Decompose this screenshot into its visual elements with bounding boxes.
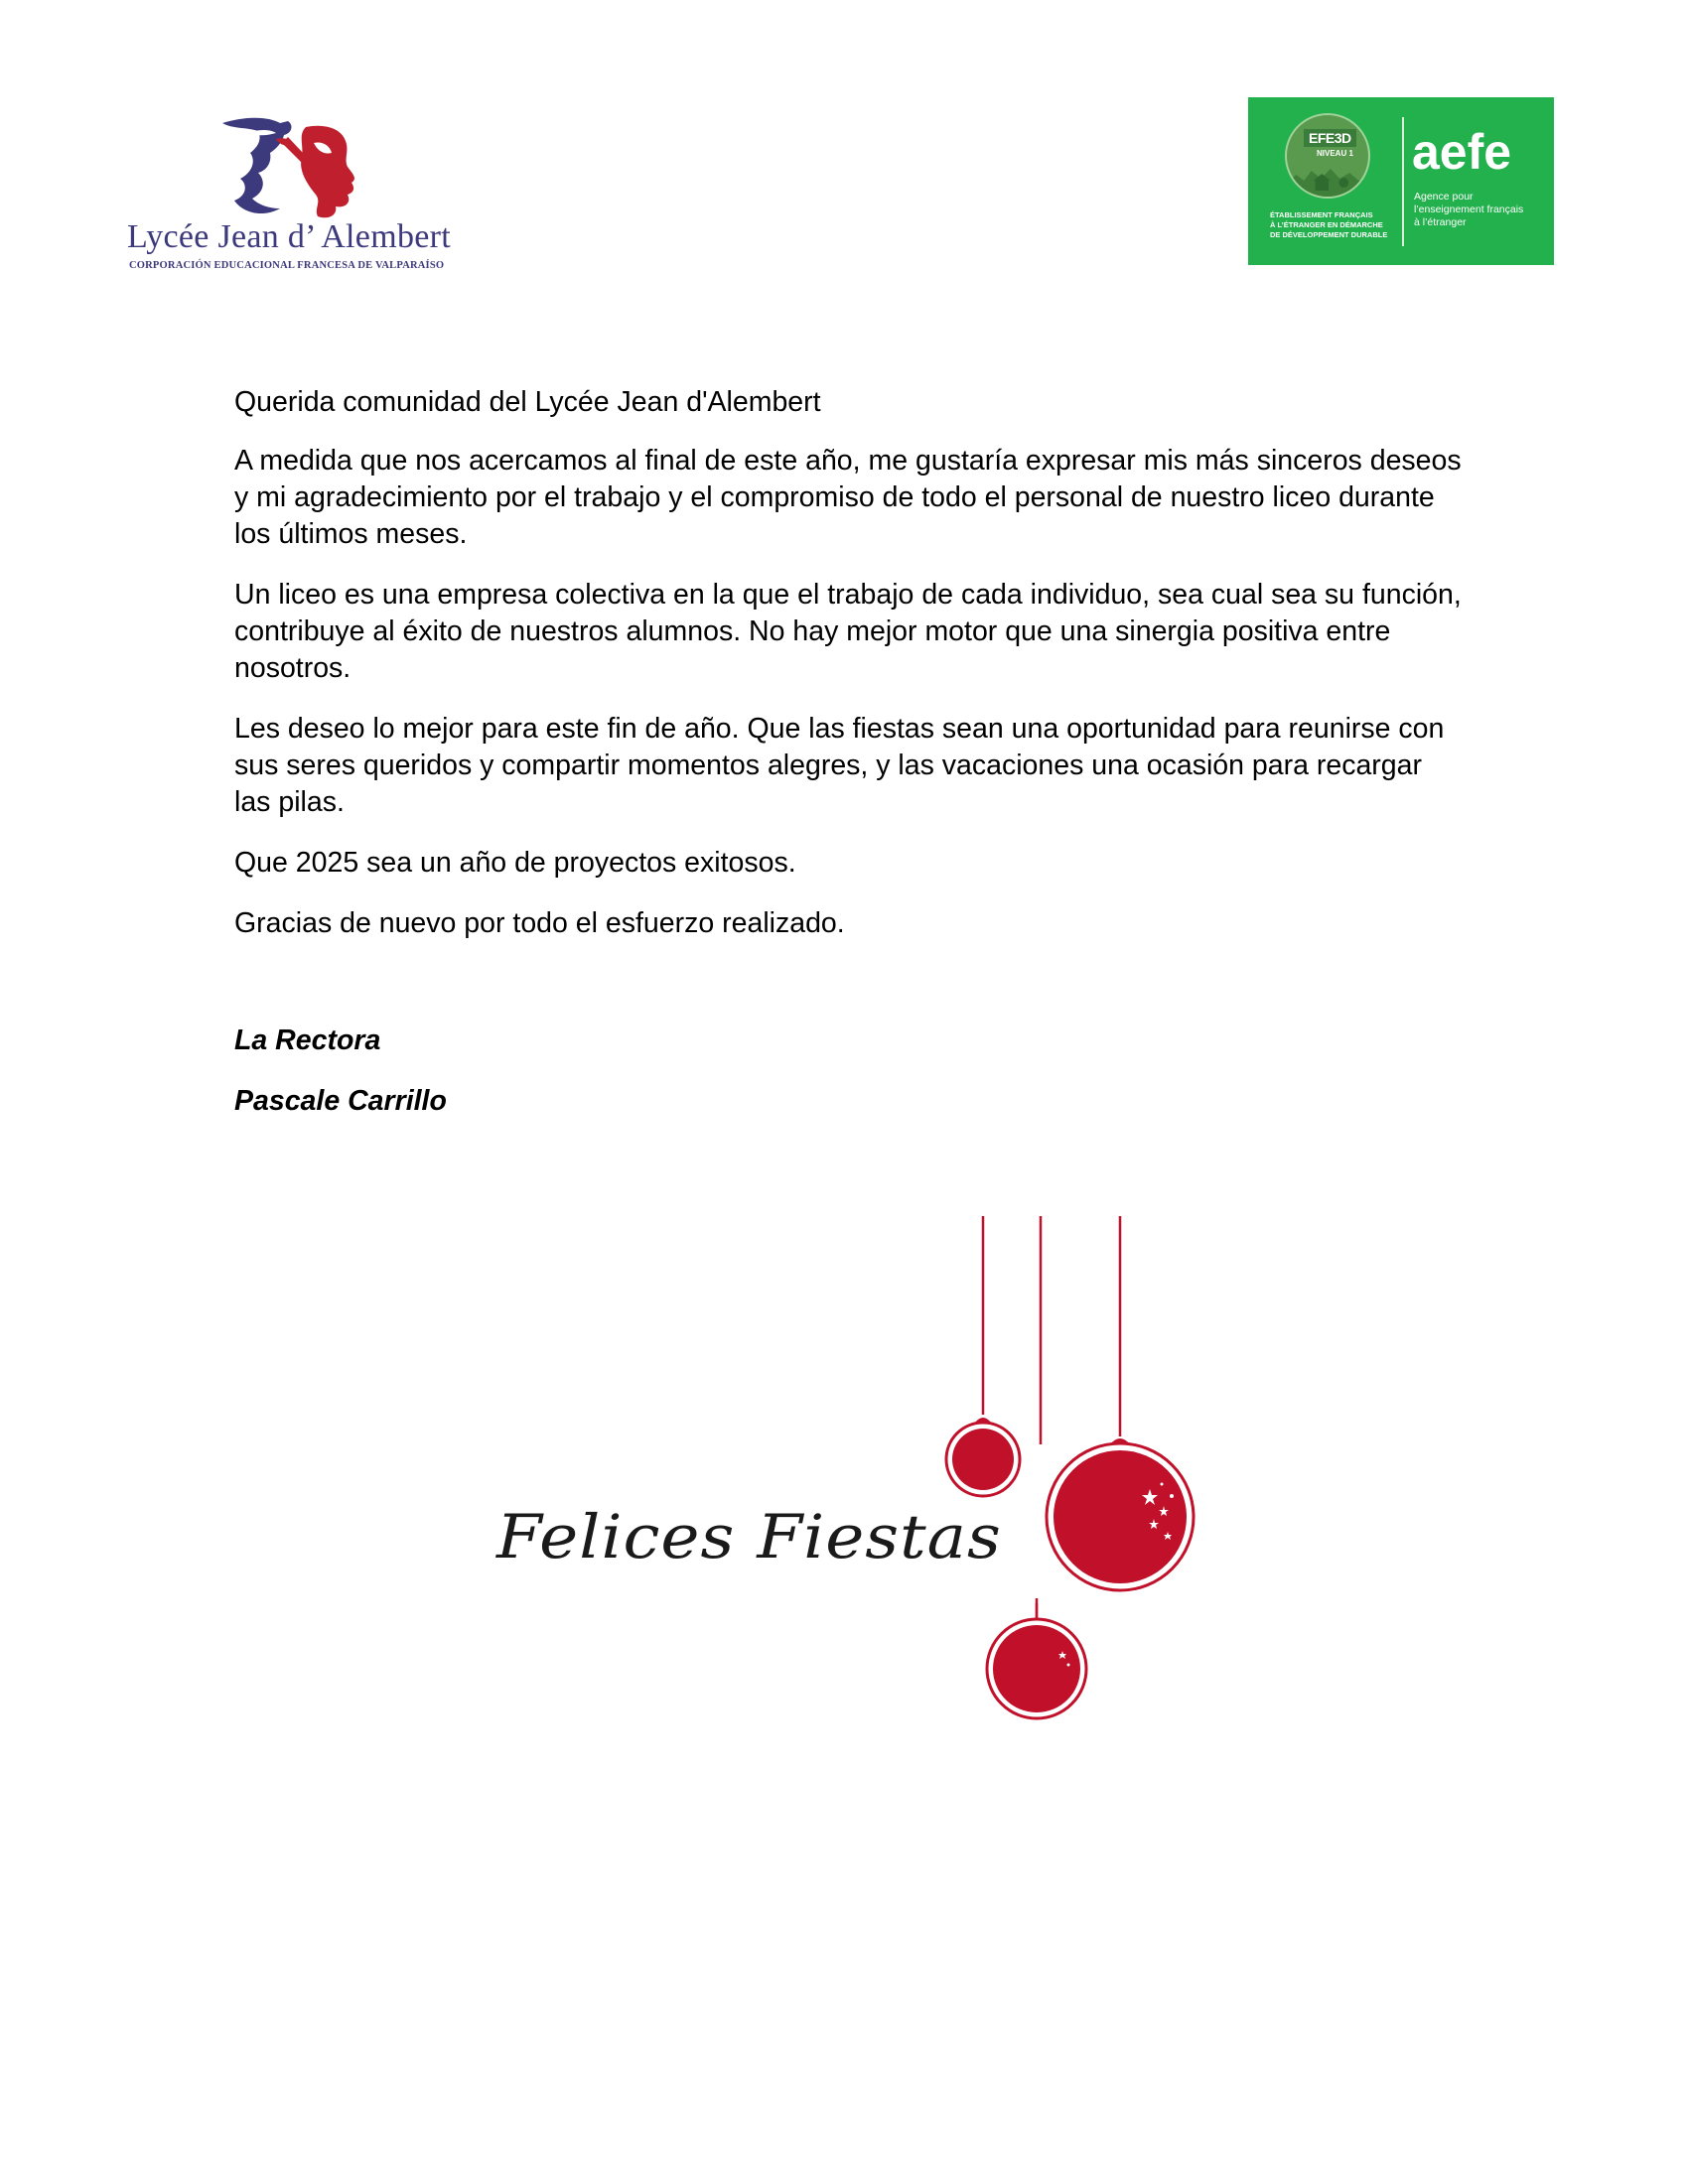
- aefe-logo: [1248, 97, 1554, 265]
- letter-paragraph: Les deseo lo mejor para este fin de año. Que las fiestas sean una oportunidad para reunirse con sus seres queridos y compartir momentos alegres, y las vacaciones una ocasión para recargar las pilas.: [234, 713, 1445, 818]
- signature-role: La Rectora: [234, 1024, 381, 1056]
- letter-greeting: Querida comunidad del Lycée Jean d'Alembert: [234, 386, 821, 418]
- efe3d-badge: EFE3D: [1304, 129, 1356, 147]
- letter-paragraph: A medida que nos acercamos al final de este año, me gustaría expresar mis más sinceros deseos y mi agradecimiento por el trabajo y el compromiso de todo el personal de nuestro liceo durante los últimos meses.: [234, 445, 1462, 550]
- school-logo: [121, 107, 459, 276]
- efe3d-label-line: ÉTABLISSEMENT FRANÇAIS: [1270, 210, 1373, 219]
- aefe-tagline-line: l’enseignement français: [1414, 204, 1524, 215]
- holiday-greeting-graphic: [487, 1216, 1201, 1752]
- letter-paragraph: Un liceo es una empresa colectiva en la que el trabajo de cada individuo, sea cual sea su función, contribuye al éxito de nuestros alumnos. No hay mejor motor que una sinergia positiva entre nosotros.: [234, 579, 1462, 684]
- efe3d-level: NIVEAU 1: [1317, 149, 1353, 158]
- efe3d-label-line: DE DÉVELOPPEMENT DURABLE: [1270, 230, 1388, 239]
- logo-divider: [1402, 117, 1404, 246]
- signature-block: [234, 1023, 447, 1144]
- efe3d-emblem: [1285, 113, 1370, 199]
- school-logo-name: Lycée Jean d’ Alembert: [127, 218, 451, 255]
- landscape-icon: [1287, 163, 1368, 197]
- aefe-tagline-line: à l’étranger: [1414, 216, 1467, 228]
- aefe-wordmark: aefe: [1412, 124, 1512, 180]
- felices-fiestas-text: Felices Fiestas: [496, 1502, 1002, 1572]
- efe3d-label-line: À L’ÉTRANGER EN DÉMARCHE: [1270, 220, 1383, 229]
- school-logo-subtitle: CORPORACIÓN EDUCACIONAL FRANCESA DE VALPARAÍSO: [129, 260, 445, 271]
- school-emblem-icon: [218, 113, 387, 224]
- letter-body: [234, 384, 1466, 966]
- aefe-tagline-line: Agence pour: [1414, 191, 1474, 203]
- letter-paragraph: Que 2025 sea un año de proyectos exitosos.: [234, 847, 796, 879]
- ornaments-icon: [487, 1216, 1201, 1752]
- signature-name: Pascale Carrillo: [234, 1085, 447, 1117]
- letter-paragraph: Gracias de nuevo por todo el esfuerzo realizado.: [234, 907, 845, 939]
